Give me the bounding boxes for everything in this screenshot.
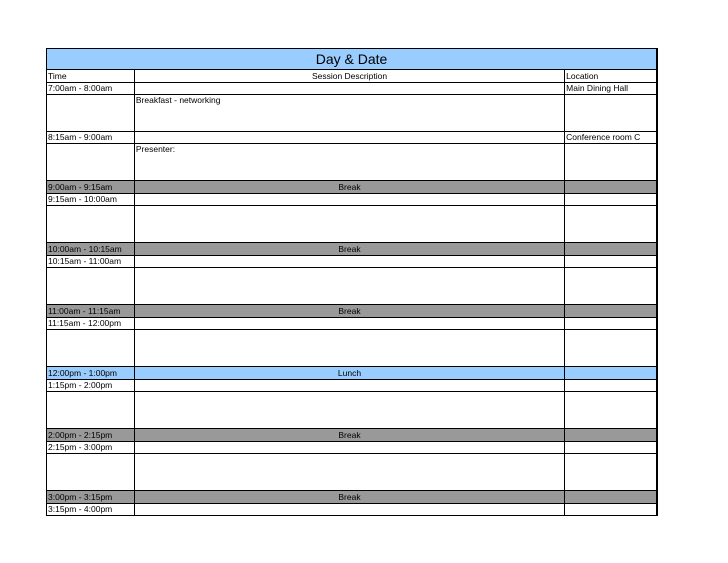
time-cell: [47, 268, 135, 304]
session-row: [46, 95, 658, 132]
time-cell: [47, 95, 135, 131]
description-cell: [135, 380, 565, 391]
time-cell: 11:15am - 12:00pm: [47, 318, 135, 329]
description-cell: [135, 504, 565, 515]
description-cell: [135, 392, 565, 428]
header-location: Location: [566, 71, 599, 81]
time-cell: 2:00pm - 2:15pm: [47, 429, 135, 441]
description-cell: Lunch: [135, 367, 565, 379]
location-cell: [565, 367, 656, 379]
session-row: [46, 268, 658, 305]
time-row: [46, 442, 658, 454]
time-cell: 7:00am - 8:00am: [47, 83, 135, 94]
description-cell: [135, 330, 565, 366]
time-row: [46, 504, 658, 516]
time-cell: [47, 330, 135, 366]
schedule-rows: [46, 83, 658, 516]
location-cell: [565, 318, 656, 329]
location-cell: [565, 392, 656, 428]
break-row: [46, 181, 658, 194]
location-cell: Conference room C: [566, 132, 641, 142]
time-cell: 10:00am - 10:15am: [47, 243, 135, 255]
description-cell: Presenter:: [135, 144, 565, 180]
location-cell: [565, 144, 656, 180]
time-cell: [47, 144, 135, 180]
location-cell: [565, 380, 656, 391]
time-cell: 2:15pm - 3:00pm: [47, 442, 135, 453]
description-cell: Break: [135, 243, 565, 255]
location-cell: [565, 305, 656, 317]
lunch-row: [46, 367, 658, 380]
location-cell: [565, 194, 656, 205]
location-cell: [565, 243, 656, 255]
time-row: [46, 194, 658, 206]
header-description: Session Description: [135, 70, 565, 82]
description-cell: [135, 206, 565, 242]
location-cell: [565, 330, 656, 366]
time-row: [46, 132, 658, 144]
location-cell: [565, 442, 656, 453]
time-row: [46, 380, 658, 392]
description-cell: [135, 442, 565, 453]
location-cell: [565, 206, 656, 242]
description-cell: Break: [135, 305, 565, 317]
time-row: [46, 256, 658, 268]
time-cell: 9:00am - 9:15am: [47, 181, 135, 193]
time-row: [46, 318, 658, 330]
time-cell: [47, 392, 135, 428]
page-title: Day & Date: [46, 48, 658, 70]
session-row: [46, 454, 658, 491]
time-cell: 9:15am - 10:00am: [47, 194, 135, 205]
location-cell: [565, 429, 656, 441]
description-cell: [135, 256, 565, 267]
description-cell: [135, 83, 565, 94]
description-cell: [135, 194, 565, 205]
time-cell: 3:15pm - 4:00pm: [47, 504, 135, 515]
break-row: [46, 491, 658, 504]
time-cell: 12:00pm - 1:00pm: [47, 367, 135, 379]
time-cell: [47, 206, 135, 242]
session-row: [46, 144, 658, 181]
break-row: [46, 305, 658, 318]
location-cell: [565, 181, 656, 193]
location-cell: [565, 95, 656, 131]
time-row: [46, 83, 658, 95]
location-cell: [565, 256, 656, 267]
description-cell: [135, 132, 565, 143]
break-row: [46, 243, 658, 256]
time-cell: 1:15pm - 2:00pm: [47, 380, 135, 391]
location-cell: Main Dining Hall: [566, 83, 629, 93]
location-cell: [565, 454, 656, 490]
session-row: [46, 206, 658, 243]
location-cell: [565, 504, 656, 515]
header-row: [46, 70, 658, 83]
session-row: [46, 330, 658, 367]
time-cell: 11:00am - 11:15am: [47, 305, 135, 317]
break-row: [46, 429, 658, 442]
description-cell: Break: [135, 181, 565, 193]
header-time: Time: [47, 70, 135, 82]
time-cell: 10:15am - 11:00am: [47, 256, 135, 267]
time-cell: 3:00pm - 3:15pm: [47, 491, 135, 503]
description-cell: Breakfast - networking: [135, 95, 565, 131]
description-cell: [135, 318, 565, 329]
description-cell: [135, 268, 565, 304]
description-cell: [135, 454, 565, 490]
description-cell: Break: [135, 491, 565, 503]
schedule-sheet: [46, 48, 658, 516]
description-cell: Break: [135, 429, 565, 441]
location-cell: [565, 491, 656, 503]
session-row: [46, 392, 658, 429]
time-cell: 8:15am - 9:00am: [47, 132, 135, 143]
time-cell: [47, 454, 135, 490]
location-cell: [565, 268, 656, 304]
